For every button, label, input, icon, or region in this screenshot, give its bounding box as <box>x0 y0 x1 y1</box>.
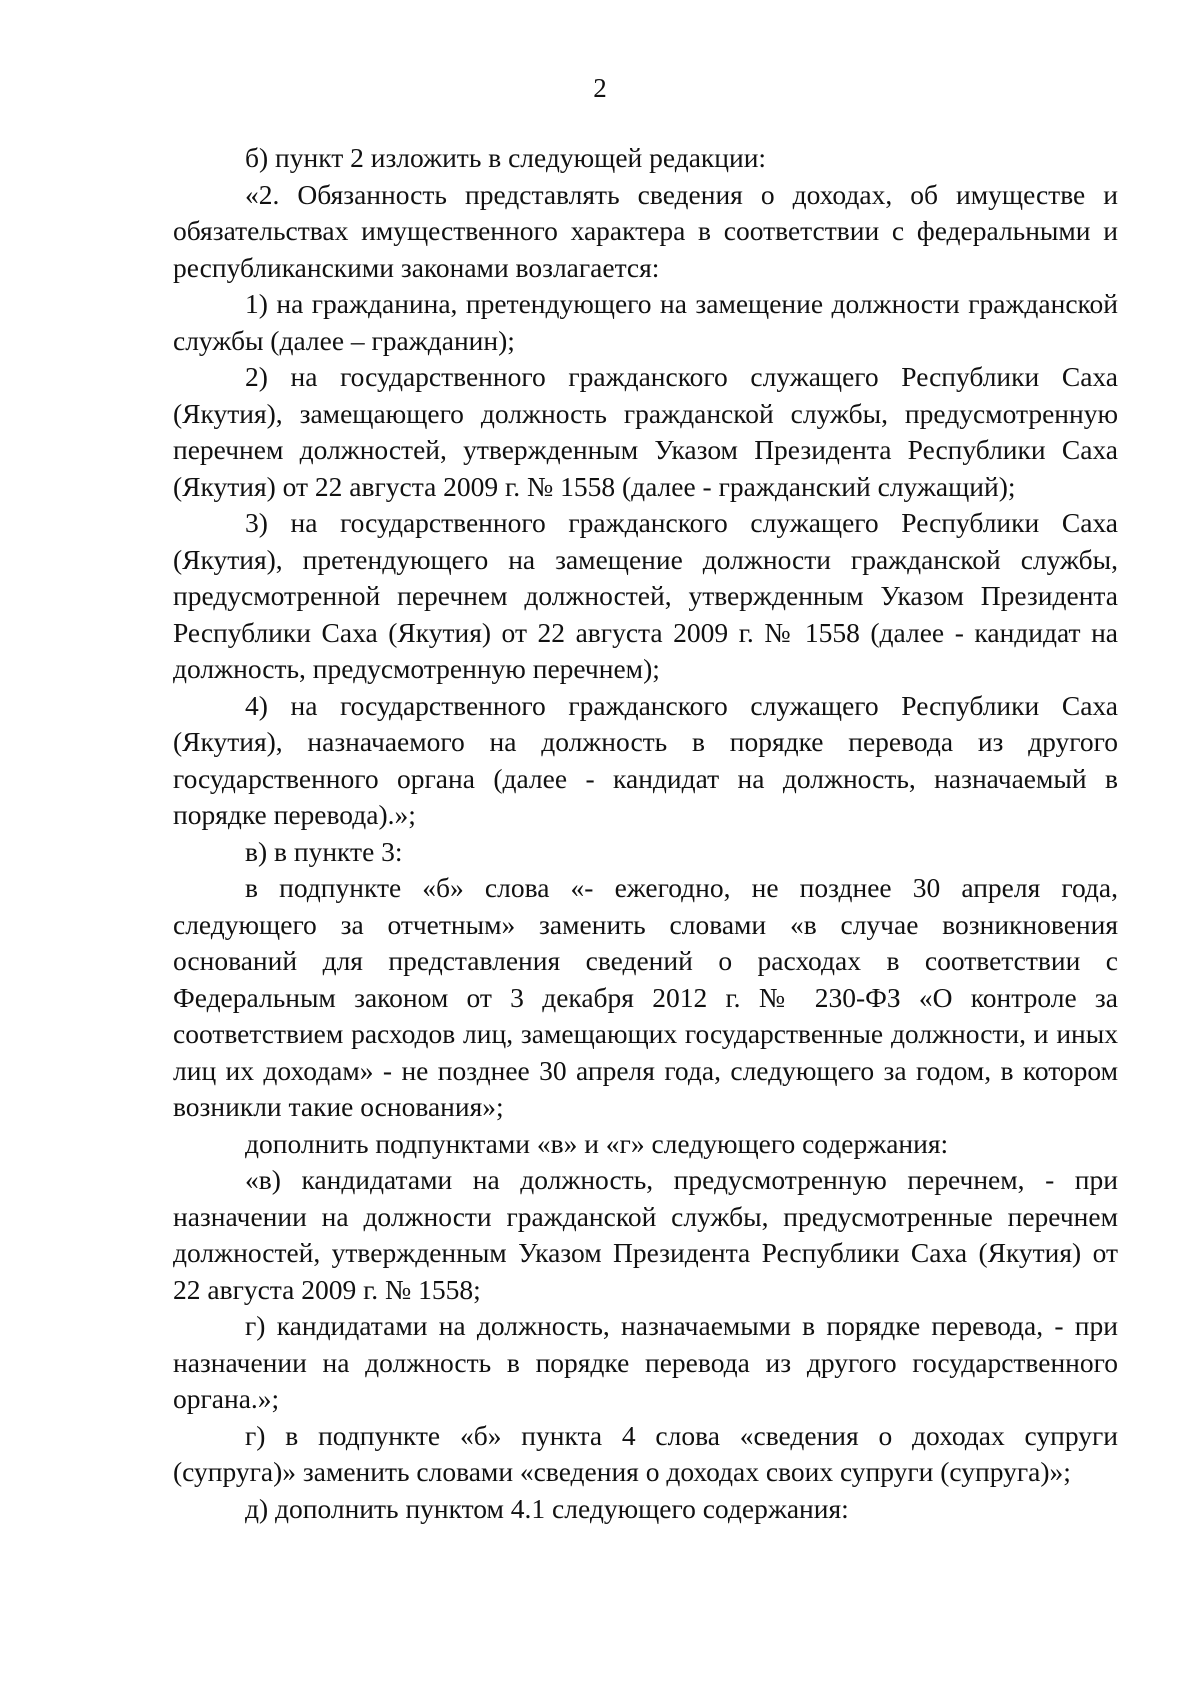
paragraph-b-item-2: б) пункт 2 изложить в следующей редакции: <box>245 142 767 173</box>
paragraph-add-subitems: дополнить подпунктами «в» и «г» следующего содержания: <box>245 1127 949 1159</box>
paragraph-subitem-g-transfer: г) кандидатами на должность, назначаемыми в порядке перевода, - при назначении на должность в порядке перевода из другого государственного органа.»; <box>173 1310 1118 1414</box>
paragraph-subitem-3: 3) на государственного гражданского служащего Республики Саха (Якутия), претендующего на замещение должности гражданской службы, предусмотренной перечнем должностей, утвержденным Указом Президента Республики Саха (Якутия) от 22 августа 2009 г. № 1558 (далее - кандидат на должность, предусмотренную перечнем); <box>173 507 1118 684</box>
paragraph-v-item-3: в) в пункте 3: <box>245 835 403 867</box>
paragraph-d-item-4-1: д) дополнить пунктом 4.1 следующего содержания: <box>245 1492 849 1524</box>
paragraph-subitem-2: 2) на государственного гражданского служащего Республики Саха (Якутия), замещающего должность гражданской службы, предусмотренную перечнем должностей, утвержденным Указом Президента Республики Саха (Якутия) от 22 августа 2009 г. № 1558 (далее - гражданский служащий); <box>173 361 1118 502</box>
paragraph-g-item-4: г) в подпункте «б» пункта 4 слова «сведения о доходах супруги (супруга)» заменить словами «сведения о доходах своих супруги (супруга)»; <box>173 1419 1118 1487</box>
document-body <box>173 140 1118 1527</box>
paragraph-subitem-v-candidates: «в) кандидатами на должность, предусмотренную перечнем, - при назначении на должности гражданской службы, предусмотренные перечнем должностей, утвержденным Указом Президента Республики Саха (Якутия) от 22 августа 2009 г. № 1558; <box>173 1164 1118 1305</box>
paragraph-subitem-4: 4) на государственного гражданского служащего Республики Саха (Якутия), назначаемого на должность в порядке перевода из другого государственного органа (далее - кандидат на должность, назначаемый в порядке перевода).»; <box>173 689 1118 830</box>
paragraph-subitem-1: 1) на гражданина, претендующего на замещение должности гражданской службы (далее – гражданин); <box>173 288 1118 356</box>
page-number: 2 <box>593 73 607 103</box>
paragraph-obligation-intro: «2. Обязанность представлять сведения о доходах, об имуществе и обязательствах имущественного характера в соответствии с федеральными и республиканскими законами возлагается: <box>173 178 1118 283</box>
paragraph-subitem-b-words: в подпункте «б» слова «- ежегодно, не позднее 30 апреля года, следующего за отчетным» заменить словами «в случае возникновения оснований для представления сведений о расходах в соответствии с Федеральным законом от 3 декабря 2012 г. № 230-ФЗ «О контроле за соответствием расходов лиц, замещающих государственные должности, и иных лиц их доходам» - не позднее 30 апреля года, следующего за годом, в котором возникли такие основания»; <box>173 872 1118 1122</box>
